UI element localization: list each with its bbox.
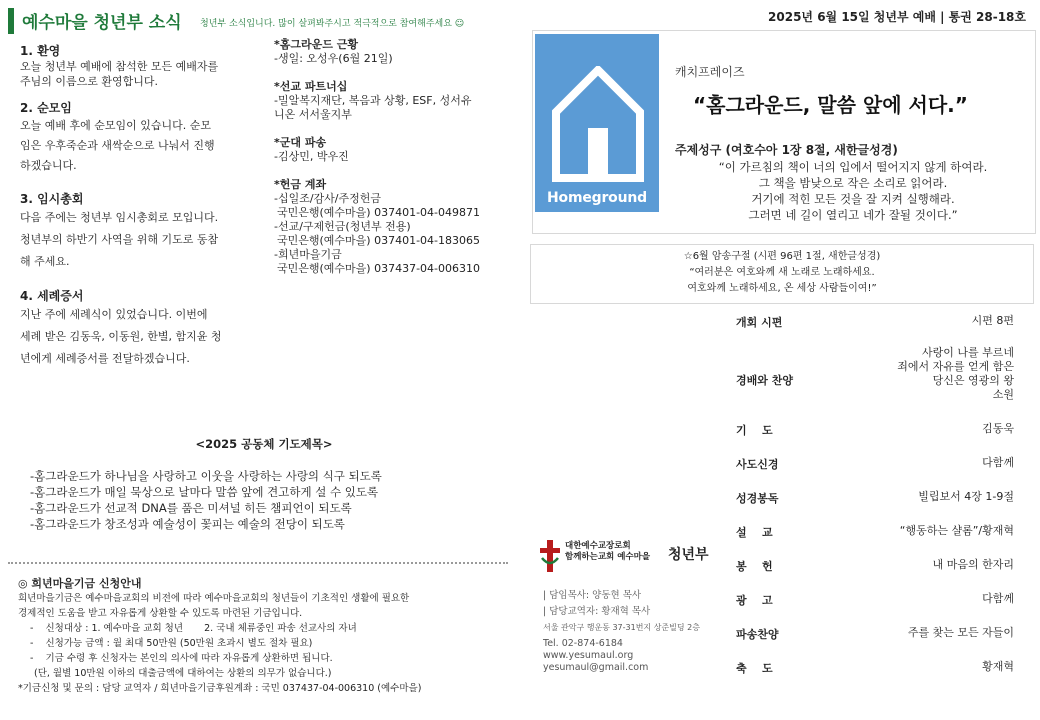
prayer-item: -홈그라운드가 매일 묵상으로 날마다 말씀 앞에 견고하게 설 수 있도록 [30, 485, 379, 499]
prayer-title: <2025 공동체 기도제목> [195, 437, 333, 451]
partners-line: -밀알복지재단, 복음과 상황, ESF, 성서유 [274, 94, 472, 107]
fund-line: (단, 월별 10만원 이하의 대출금액에 대하여는 상환의 의무가 없습니다.) [34, 668, 332, 679]
status-line: -생일: 오성우(6월 21일) [274, 52, 393, 65]
prayer-item: -홈그라운드가 선교적 DNA를 품은 미셔널 히든 챔피언이 되도록 [30, 501, 352, 515]
fund-line: - 신청가능 금액 : 월 최대 50만원 (50만원 초과시 별도 절차 필요) [30, 638, 313, 649]
military-title: *군대 파송 [274, 136, 327, 149]
account-line: 국민은행(예수마을) 037401-04-049871 [277, 206, 481, 219]
email-link[interactable]: yesumaul@gmail.com [543, 662, 649, 673]
accounts-title: *헌금 계좌 [274, 178, 327, 191]
theme-verse-line: 그러면 네 길이 열리고 네가 잘될 것이다.” [748, 208, 958, 222]
memory-verse-box [530, 244, 1034, 304]
assembly-body [20, 207, 250, 273]
welcome-title: 1. 환영 [20, 44, 61, 58]
welcome-body [20, 59, 250, 89]
catchphrase-quote: “홈그라운드, 말씀 앞에 서다.” [693, 93, 968, 117]
account-line: -희년마을기금 [274, 248, 342, 261]
partners-title: *선교 파트너십 [274, 80, 348, 93]
fund-title: ◎ 희년마을기금 신청안내 [18, 577, 142, 590]
partners-line: 니온 서서울지부 [274, 108, 352, 121]
account-line: -선교/구제헌금(청년부 전용) [274, 220, 411, 233]
house-icon [552, 66, 644, 182]
order-of-worship [736, 310, 1014, 676]
prayer-item: -홈그라운드가 하나님을 사랑하고 이웃을 사랑하는 사랑의 식구 되도록 [30, 469, 382, 483]
church-info [543, 588, 733, 676]
order-value: 내 마음의 한자리 [932, 558, 1014, 571]
announcements-column [20, 44, 250, 370]
order-row [736, 626, 1014, 660]
order-value: 김동욱 [982, 422, 1014, 435]
catchphrase-box [532, 30, 1036, 234]
prayer-topics [20, 436, 508, 532]
theme-verse [673, 159, 1033, 223]
assembly-line: 청년부의 하반기 사역을 위해 기도로 동참 [20, 233, 219, 246]
fund-line: 경제적인 도움을 받고 자유롭게 상환할 수 있도록 마련된 기금입니다. [18, 608, 303, 619]
newsletter-subtitle: 청년부 소식입니다. 많이 살펴봐주시고 적극적으로 참여해주세요 ☺ [200, 19, 465, 29]
issue-date-line: 2025년 6월 15일 청년부 예배 | 통권 28-18호 [768, 10, 1026, 24]
order-row [736, 456, 1014, 490]
order-value: 빌립보서 4장 1-9절 [918, 490, 1014, 503]
order-row [736, 346, 1014, 420]
homeground-logo [535, 34, 659, 212]
meeting-title: 2. 순모임 [20, 101, 72, 115]
order-row [736, 592, 1014, 626]
order-value [897, 346, 1014, 402]
order-label: 개회 시편 [736, 316, 783, 329]
church-name [565, 541, 650, 563]
assembly-title: 3. 임시총회 [20, 192, 84, 206]
church-cross-icon [540, 540, 560, 572]
meeting-line: 오늘 예배 후에 순모임이 있습니다. 순모 [20, 119, 211, 132]
fund-line: - 신청대상 : 1. 예수마을 교회 청년 2. 국내 체류중인 파송 선교사의 자녀 [30, 623, 357, 634]
order-row [736, 660, 1014, 694]
order-label: 축 도 [736, 662, 773, 675]
baptism-title: 4. 세례증서 [20, 289, 84, 303]
order-value: “행동하는 샬롬”/황재혁 [899, 524, 1014, 537]
theme-verse-line: 거기에 적힌 모든 것을 잘 지켜 실행해라. [751, 192, 955, 206]
order-label: 경배와 찬양 [736, 374, 793, 387]
memory-verse-line: 여호와께 노래하세요, 온 세상 사람들이여!” [687, 283, 877, 294]
order-label: 사도신경 [736, 458, 779, 471]
church-name-line: 함께하는교회 예수마을 [565, 552, 651, 562]
assembly-line: 해 주세요. [20, 255, 70, 268]
account-line: 국민은행(예수마을) 037437-04-006310 [277, 262, 481, 275]
homeground-label: Homeground [547, 190, 647, 206]
welcome-line: 오늘 청년부 예배에 참석한 모든 예배자를 [20, 60, 219, 73]
memory-verse-line: ☆6월 암송구절 (시편 96편 1절, 새한글성경) [683, 251, 881, 262]
order-row [736, 524, 1014, 558]
order-label: 설 교 [736, 526, 773, 539]
order-label: 봉 헌 [736, 560, 773, 573]
order-label: 파송찬양 [736, 628, 779, 641]
order-row [736, 314, 1014, 334]
baptism-line: 세례 받은 김동욱, 이동원, 한별, 함지윤 청 [20, 330, 222, 343]
catchphrase-label: 캐치프레이즈 [675, 65, 745, 79]
address-line: 서울 관악구 행운동 37-31번지 상준빌딩 2층 [543, 623, 700, 632]
order-value: 주를 찾는 모든 자들이 [907, 626, 1014, 639]
order-label: 성경봉독 [736, 492, 779, 505]
pastor-line: | 담임목사: 양동현 목사 [543, 590, 642, 601]
order-label: 광 고 [736, 594, 773, 607]
order-row [736, 490, 1014, 524]
meeting-line: 임은 우후죽순과 새싹순으로 나눠서 진행 [20, 139, 215, 152]
section-divider [8, 562, 508, 564]
account-line: 국민은행(예수마을) 037401-04-183065 [277, 234, 481, 247]
order-value-line: 소원 [992, 388, 1014, 401]
minister-line: | 담당교역자: 황재혁 목사 [543, 606, 651, 617]
fund-line: *기금신청 및 문의 : 담당 교역자 / 희년마을기금후원계좌 : 국민 037437-04-006310 (예수마을) [18, 683, 422, 694]
phone-line: Tel. 02-874-6184 [543, 638, 623, 649]
notices-column [274, 38, 506, 276]
order-value: 황재혁 [982, 660, 1014, 673]
order-row [736, 422, 1014, 456]
status-title: *홈그라운드 근황 [274, 38, 358, 51]
assembly-line: 다음 주에는 청년부 임시총회로 모입니다. [20, 211, 219, 224]
military-line: -김상민, 박우진 [274, 150, 349, 163]
order-value-line: 사랑이 나를 부르네 [921, 346, 1014, 359]
order-value-line: 당신은 영광의 왕 [932, 374, 1014, 387]
church-department: 청년부 [668, 547, 709, 563]
newsletter-title: 예수마을 청년부 소식 [22, 13, 182, 33]
baptism-line: 년에게 세례증서를 전달하겠습니다. [20, 352, 190, 365]
fund-line: 희년마을기금은 예수마을교회의 비전에 따라 예수마을교회의 청년들이 기초적인 생활에 필요한 [18, 593, 410, 604]
fund-notice [18, 576, 508, 696]
baptism-line: 지난 주에 세례식이 있었습니다. 이번에 [20, 308, 208, 321]
title-accent-bar [8, 8, 14, 34]
order-value: 다함께 [982, 456, 1014, 469]
church-name-line: 대한예수교장로회 [565, 541, 631, 551]
meeting-body [20, 116, 250, 176]
fund-line: - 기금 수령 후 신청자는 본인의 의사에 따라 자유롭게 상환하면 됩니다. [30, 653, 333, 664]
order-row [736, 558, 1014, 592]
order-value-line: 죄에서 자유를 얻게 함은 [897, 360, 1014, 373]
theme-verse-line: 그 책을 밤낮으로 작은 소리로 읽어라. [758, 176, 948, 190]
meeting-line: 하겠습니다. [20, 159, 77, 172]
theme-verse-line: “이 가르침의 책이 너의 입에서 떨어지지 않게 하여라. [718, 160, 988, 174]
account-line: -십일조/감사/주정헌금 [274, 192, 382, 205]
welcome-line: 주님의 이름으로 환영합니다. [20, 75, 159, 88]
website-link[interactable]: www.yesumaul.org [543, 650, 634, 661]
theme-verse-label: 주제성구 (여호수아 1장 8절, 새한글성경) [675, 143, 898, 157]
memory-verse-line: “여러분은 여호와께 새 노래로 노래하세요. [689, 267, 875, 278]
baptism-body [20, 304, 250, 370]
title-bar [8, 8, 508, 32]
order-value: 다함께 [982, 592, 1014, 605]
order-label: 기 도 [736, 424, 773, 437]
prayer-item: -홈그라운드가 창조성과 예술성이 꽃피는 예술의 전당이 되도록 [30, 517, 345, 531]
order-value: 시편 8편 [971, 314, 1014, 327]
